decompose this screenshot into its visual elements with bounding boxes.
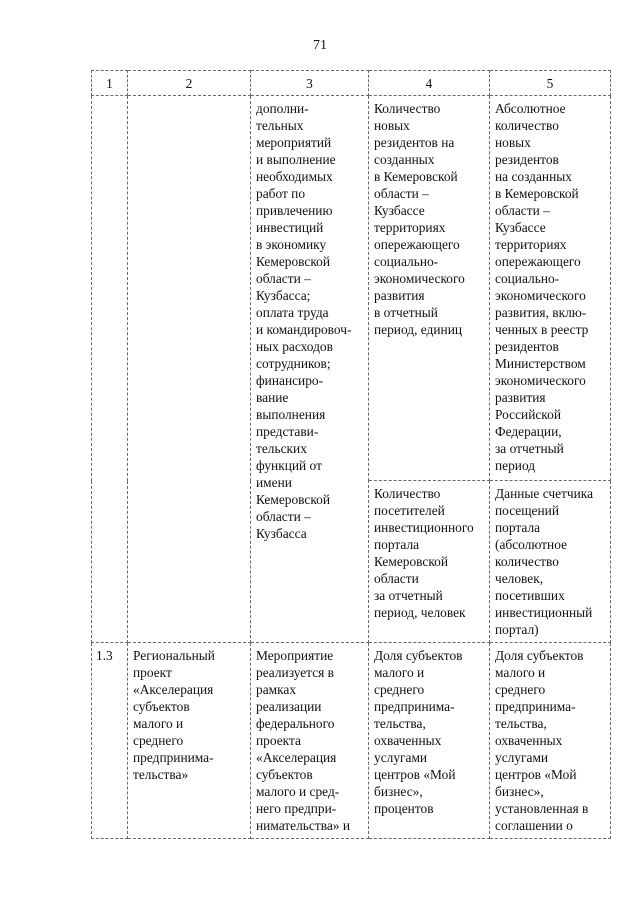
table-cell: 1.3 (92, 643, 128, 839)
program-table (91, 70, 611, 839)
page-number: 71 (313, 38, 327, 53)
header-cell: 5 (490, 71, 611, 96)
table-cell: Количество новых резидентов на созданных в Кемеровской области – Кузбассе территориях опережающего социально- экономического развития в отчетный период, единиц (369, 96, 490, 481)
table-cell: Абсолютное количество новых резидентов на созданных в Кемеровской области – Кузбассе территориях опережающего социально- экономического развития, вклю- ченных в реестр резидентов Министерством экономического развития Российской Федерации, за отчетный период (490, 96, 611, 481)
header-cell: 1 (92, 71, 128, 96)
header-cell: 4 (369, 71, 490, 96)
table-cell: Региональный проект «Акселерация субъектов малого и среднего предпринима- тельства» (128, 643, 251, 839)
table-cell: Количество посетителей инвестиционного портала Кемеровской области за отчетный период, человек (369, 481, 490, 643)
table-cell: Данные счетчика посещений портала (абсолютное количество человек, посетивших инвестиционный портал) (490, 481, 611, 643)
table-row (92, 643, 611, 839)
table-cell: Доля субъектов малого и среднего предпринима- тельства, охваченных услугами центров «Мой бизнес», процентов (369, 643, 490, 839)
table-row (92, 96, 611, 481)
table-cell (92, 96, 128, 643)
table-cell: дополни- тельных мероприятий и выполнение необходимых работ по привлечению инвестиций в экономику Кемеровской области – Кузбасса; оплата труда и командировоч- ных расходов сотрудников; финансиро- вание выполнения представи- тельских функций от имени Кемеровской области – Кузбасса (251, 96, 369, 643)
header-cell: 3 (251, 71, 369, 96)
table-cell: Мероприятие реализуется в рамках реализации федерального проекта «Акселерация субъектов малого и сред- него предпри- нимательства» и (251, 643, 369, 839)
table-header-row (92, 71, 611, 96)
header-cell: 2 (128, 71, 251, 96)
table-cell (128, 96, 251, 643)
table-cell: Доля субъектов малого и среднего предпринима- тельства, охваченных услугами центров «Мой бизнес», установленная в соглашении о (490, 643, 611, 839)
